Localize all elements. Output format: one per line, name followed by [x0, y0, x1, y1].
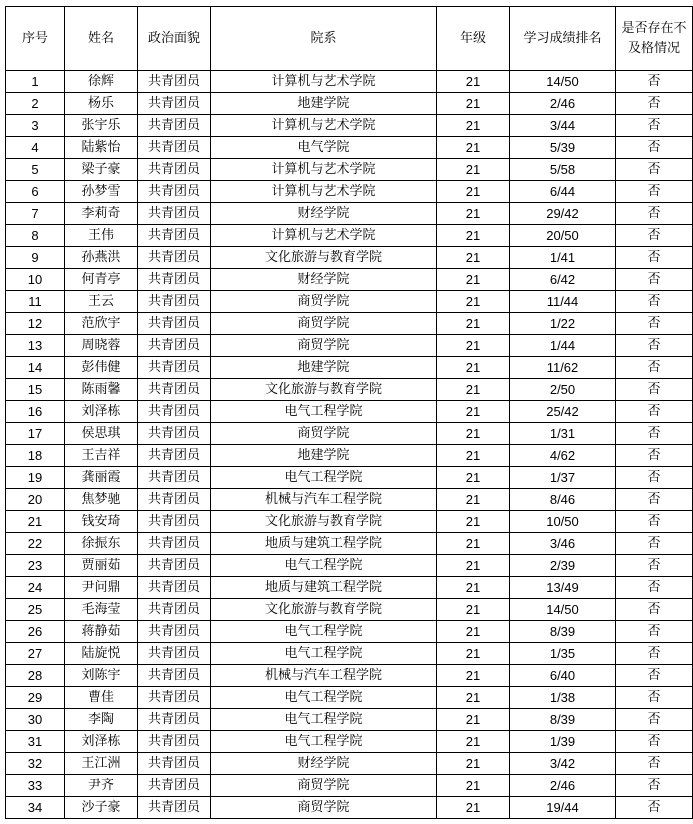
cell-college: 计算机与艺术学院	[211, 225, 437, 247]
cell-political-status: 共青团员	[138, 181, 211, 203]
cell-college: 地质与建筑工程学院	[211, 533, 437, 555]
cell-college: 电气工程学院	[211, 467, 437, 489]
cell-political-status: 共青团员	[138, 379, 211, 401]
cell-rank: 1/31	[510, 423, 616, 445]
cell-political-status: 共青团员	[138, 687, 211, 709]
cell-seq: 18	[6, 445, 65, 467]
cell-seq: 19	[6, 467, 65, 489]
cell-political-status: 共青团员	[138, 467, 211, 489]
cell-name: 范欣宇	[65, 313, 138, 335]
cell-grade: 21	[437, 93, 510, 115]
cell-college: 电气学院	[211, 137, 437, 159]
cell-failing: 否	[616, 423, 693, 445]
cell-seq: 11	[6, 291, 65, 313]
cell-name: 尹问鼎	[65, 577, 138, 599]
cell-college: 电气工程学院	[211, 687, 437, 709]
cell-failing: 否	[616, 467, 693, 489]
cell-college: 电气工程学院	[211, 621, 437, 643]
cell-grade: 21	[437, 445, 510, 467]
cell-name: 彭伟健	[65, 357, 138, 379]
cell-failing: 否	[616, 445, 693, 467]
cell-name: 孙燕洪	[65, 247, 138, 269]
cell-name: 王云	[65, 291, 138, 313]
cell-name: 梁子豪	[65, 159, 138, 181]
cell-political-status: 共青团员	[138, 71, 211, 93]
cell-college: 商贸学院	[211, 291, 437, 313]
cell-political-status: 共青团员	[138, 445, 211, 467]
header-rank: 学习成绩排名	[510, 7, 616, 71]
cell-grade: 21	[437, 643, 510, 665]
cell-rank: 5/58	[510, 159, 616, 181]
cell-grade: 21	[437, 137, 510, 159]
header-college: 院系	[211, 7, 437, 71]
cell-college: 商贸学院	[211, 775, 437, 797]
cell-political-status: 共青团员	[138, 401, 211, 423]
table-row	[6, 71, 693, 93]
cell-seq: 1	[6, 71, 65, 93]
cell-rank: 4/62	[510, 445, 616, 467]
cell-grade: 21	[437, 511, 510, 533]
table-row	[6, 445, 693, 467]
cell-failing: 否	[616, 291, 693, 313]
table-row	[6, 533, 693, 555]
cell-college: 机械与汽车工程学院	[211, 489, 437, 511]
cell-name: 钱安琦	[65, 511, 138, 533]
table-row	[6, 181, 693, 203]
table-row	[6, 687, 693, 709]
cell-name: 王伟	[65, 225, 138, 247]
cell-political-status: 共青团员	[138, 511, 211, 533]
cell-seq: 6	[6, 181, 65, 203]
table-row	[6, 335, 693, 357]
cell-political-status: 共青团员	[138, 731, 211, 753]
cell-name: 王吉祥	[65, 445, 138, 467]
cell-failing: 否	[616, 357, 693, 379]
cell-political-status: 共青团员	[138, 423, 211, 445]
cell-political-status: 共青团员	[138, 203, 211, 225]
cell-failing: 否	[616, 577, 693, 599]
cell-college: 计算机与艺术学院	[211, 159, 437, 181]
cell-seq: 32	[6, 753, 65, 775]
cell-failing: 否	[616, 313, 693, 335]
cell-political-status: 共青团员	[138, 247, 211, 269]
cell-college: 商贸学院	[211, 313, 437, 335]
cell-college: 计算机与艺术学院	[211, 71, 437, 93]
cell-grade: 21	[437, 753, 510, 775]
cell-name: 毛海莹	[65, 599, 138, 621]
cell-failing: 否	[616, 401, 693, 423]
cell-failing: 否	[616, 687, 693, 709]
table-row	[6, 93, 693, 115]
cell-seq: 15	[6, 379, 65, 401]
cell-failing: 否	[616, 775, 693, 797]
cell-name: 龚丽霞	[65, 467, 138, 489]
cell-seq: 16	[6, 401, 65, 423]
cell-grade: 21	[437, 577, 510, 599]
cell-rank: 6/42	[510, 269, 616, 291]
cell-seq: 29	[6, 687, 65, 709]
cell-name: 曹佳	[65, 687, 138, 709]
table-row	[6, 511, 693, 533]
cell-seq: 31	[6, 731, 65, 753]
table-row	[6, 643, 693, 665]
cell-rank: 3/42	[510, 753, 616, 775]
cell-college: 财经学院	[211, 269, 437, 291]
cell-seq: 25	[6, 599, 65, 621]
cell-seq: 21	[6, 511, 65, 533]
cell-grade: 21	[437, 313, 510, 335]
table-row	[6, 555, 693, 577]
cell-grade: 21	[437, 797, 510, 819]
cell-rank: 3/44	[510, 115, 616, 137]
cell-political-status: 共青团员	[138, 225, 211, 247]
table-row	[6, 775, 693, 797]
cell-rank: 3/46	[510, 533, 616, 555]
cell-college: 计算机与艺术学院	[211, 115, 437, 137]
cell-seq: 7	[6, 203, 65, 225]
cell-rank: 1/44	[510, 335, 616, 357]
cell-failing: 否	[616, 137, 693, 159]
cell-name: 陆旋悦	[65, 643, 138, 665]
cell-rank: 1/35	[510, 643, 616, 665]
table-row	[6, 247, 693, 269]
cell-name: 张宇乐	[65, 115, 138, 137]
cell-name: 刘泽栋	[65, 401, 138, 423]
header-grade: 年级	[437, 7, 510, 71]
cell-name: 陈雨馨	[65, 379, 138, 401]
table-header	[6, 7, 693, 71]
cell-failing: 否	[616, 247, 693, 269]
cell-seq: 10	[6, 269, 65, 291]
cell-failing: 否	[616, 753, 693, 775]
cell-name: 李莉奇	[65, 203, 138, 225]
cell-grade: 21	[437, 291, 510, 313]
cell-political-status: 共青团员	[138, 665, 211, 687]
cell-grade: 21	[437, 731, 510, 753]
cell-seq: 20	[6, 489, 65, 511]
cell-rank: 13/49	[510, 577, 616, 599]
cell-political-status: 共青团员	[138, 753, 211, 775]
cell-college: 文化旅游与教育学院	[211, 247, 437, 269]
cell-grade: 21	[437, 709, 510, 731]
cell-grade: 21	[437, 115, 510, 137]
cell-rank: 1/41	[510, 247, 616, 269]
header-political-status: 政治面貌	[138, 7, 211, 71]
cell-failing: 否	[616, 269, 693, 291]
header-row	[6, 7, 693, 71]
cell-college: 商贸学院	[211, 335, 437, 357]
cell-name: 沙子豪	[65, 797, 138, 819]
table-row	[6, 115, 693, 137]
cell-name: 贾丽茹	[65, 555, 138, 577]
table-row	[6, 159, 693, 181]
cell-rank: 1/38	[510, 687, 616, 709]
cell-rank: 1/37	[510, 467, 616, 489]
table-row	[6, 709, 693, 731]
cell-seq: 30	[6, 709, 65, 731]
cell-failing: 否	[616, 511, 693, 533]
cell-seq: 23	[6, 555, 65, 577]
cell-college: 文化旅游与教育学院	[211, 511, 437, 533]
cell-grade: 21	[437, 775, 510, 797]
cell-rank: 11/62	[510, 357, 616, 379]
table-row	[6, 423, 693, 445]
cell-college: 计算机与艺术学院	[211, 181, 437, 203]
cell-rank: 11/44	[510, 291, 616, 313]
cell-grade: 21	[437, 379, 510, 401]
cell-name: 刘泽栋	[65, 731, 138, 753]
cell-rank: 2/46	[510, 93, 616, 115]
cell-political-status: 共青团员	[138, 599, 211, 621]
cell-rank: 1/22	[510, 313, 616, 335]
cell-college: 地建学院	[211, 445, 437, 467]
cell-seq: 26	[6, 621, 65, 643]
cell-seq: 5	[6, 159, 65, 181]
cell-name: 尹齐	[65, 775, 138, 797]
cell-failing: 否	[616, 379, 693, 401]
cell-political-status: 共青团员	[138, 621, 211, 643]
cell-rank: 2/50	[510, 379, 616, 401]
cell-failing: 否	[616, 797, 693, 819]
cell-grade: 21	[437, 269, 510, 291]
cell-political-status: 共青团员	[138, 709, 211, 731]
cell-college: 文化旅游与教育学院	[211, 379, 437, 401]
cell-college: 商贸学院	[211, 423, 437, 445]
cell-seq: 3	[6, 115, 65, 137]
cell-failing: 否	[616, 93, 693, 115]
table-row	[6, 379, 693, 401]
cell-seq: 4	[6, 137, 65, 159]
cell-failing: 否	[616, 203, 693, 225]
cell-name: 焦梦驰	[65, 489, 138, 511]
cell-college: 财经学院	[211, 753, 437, 775]
cell-college: 财经学院	[211, 203, 437, 225]
cell-failing: 否	[616, 731, 693, 753]
table-row	[6, 577, 693, 599]
cell-failing: 否	[616, 115, 693, 137]
cell-grade: 21	[437, 225, 510, 247]
cell-political-status: 共青团员	[138, 357, 211, 379]
cell-rank: 8/39	[510, 709, 616, 731]
table-row	[6, 797, 693, 819]
cell-rank: 14/50	[510, 71, 616, 93]
cell-political-status: 共青团员	[138, 115, 211, 137]
cell-name: 侯思琪	[65, 423, 138, 445]
cell-grade: 21	[437, 159, 510, 181]
cell-seq: 28	[6, 665, 65, 687]
cell-failing: 否	[616, 555, 693, 577]
cell-political-status: 共青团员	[138, 93, 211, 115]
cell-political-status: 共青团员	[138, 489, 211, 511]
cell-rank: 20/50	[510, 225, 616, 247]
cell-grade: 21	[437, 599, 510, 621]
cell-political-status: 共青团员	[138, 137, 211, 159]
student-roster-table	[5, 6, 693, 819]
table-row	[6, 357, 693, 379]
table-row	[6, 489, 693, 511]
cell-rank: 8/46	[510, 489, 616, 511]
table-row	[6, 731, 693, 753]
cell-grade: 21	[437, 665, 510, 687]
cell-grade: 21	[437, 467, 510, 489]
cell-political-status: 共青团员	[138, 313, 211, 335]
cell-failing: 否	[616, 71, 693, 93]
cell-failing: 否	[616, 643, 693, 665]
cell-failing: 否	[616, 225, 693, 247]
cell-name: 徐振东	[65, 533, 138, 555]
cell-political-status: 共青团员	[138, 643, 211, 665]
cell-grade: 21	[437, 357, 510, 379]
header-name: 姓名	[65, 7, 138, 71]
cell-rank: 2/46	[510, 775, 616, 797]
cell-name: 王江洲	[65, 753, 138, 775]
table-row	[6, 401, 693, 423]
cell-college: 地建学院	[211, 357, 437, 379]
cell-grade: 21	[437, 489, 510, 511]
table-row	[6, 291, 693, 313]
cell-rank: 6/44	[510, 181, 616, 203]
cell-failing: 否	[616, 621, 693, 643]
cell-college: 地建学院	[211, 93, 437, 115]
cell-grade: 21	[437, 401, 510, 423]
cell-name: 孙梦雪	[65, 181, 138, 203]
cell-rank: 19/44	[510, 797, 616, 819]
cell-seq: 27	[6, 643, 65, 665]
cell-grade: 21	[437, 555, 510, 577]
cell-college: 地质与建筑工程学院	[211, 577, 437, 599]
cell-grade: 21	[437, 247, 510, 269]
cell-college: 电气工程学院	[211, 709, 437, 731]
cell-seq: 33	[6, 775, 65, 797]
cell-grade: 21	[437, 335, 510, 357]
cell-seq: 22	[6, 533, 65, 555]
cell-college: 机械与汽车工程学院	[211, 665, 437, 687]
cell-grade: 21	[437, 181, 510, 203]
table-row	[6, 753, 693, 775]
cell-political-status: 共青团员	[138, 577, 211, 599]
cell-political-status: 共青团员	[138, 533, 211, 555]
cell-rank: 1/39	[510, 731, 616, 753]
table-row	[6, 665, 693, 687]
cell-name: 何青亭	[65, 269, 138, 291]
cell-failing: 否	[616, 489, 693, 511]
cell-college: 商贸学院	[211, 797, 437, 819]
cell-political-status: 共青团员	[138, 159, 211, 181]
cell-rank: 2/39	[510, 555, 616, 577]
cell-rank: 14/50	[510, 599, 616, 621]
cell-rank: 29/42	[510, 203, 616, 225]
cell-rank: 6/40	[510, 665, 616, 687]
cell-rank: 10/50	[510, 511, 616, 533]
cell-failing: 否	[616, 599, 693, 621]
table-row	[6, 203, 693, 225]
cell-name: 徐辉	[65, 71, 138, 93]
cell-name: 杨乐	[65, 93, 138, 115]
cell-seq: 9	[6, 247, 65, 269]
cell-failing: 否	[616, 665, 693, 687]
header-seq: 序号	[6, 7, 65, 71]
table-row	[6, 313, 693, 335]
cell-grade: 21	[437, 423, 510, 445]
cell-college: 电气工程学院	[211, 731, 437, 753]
cell-college: 电气工程学院	[211, 555, 437, 577]
cell-seq: 2	[6, 93, 65, 115]
cell-seq: 34	[6, 797, 65, 819]
cell-failing: 否	[616, 181, 693, 203]
cell-seq: 13	[6, 335, 65, 357]
table-row	[6, 137, 693, 159]
cell-grade: 21	[437, 621, 510, 643]
cell-grade: 21	[437, 203, 510, 225]
table-row	[6, 269, 693, 291]
table-row	[6, 467, 693, 489]
cell-seq: 14	[6, 357, 65, 379]
cell-rank: 25/42	[510, 401, 616, 423]
cell-name: 蒋静茹	[65, 621, 138, 643]
cell-name: 陆紫怡	[65, 137, 138, 159]
cell-rank: 8/39	[510, 621, 616, 643]
cell-political-status: 共青团员	[138, 335, 211, 357]
table-row	[6, 599, 693, 621]
cell-failing: 否	[616, 709, 693, 731]
table-body	[6, 71, 693, 819]
cell-grade: 21	[437, 71, 510, 93]
cell-college: 电气工程学院	[211, 643, 437, 665]
cell-rank: 5/39	[510, 137, 616, 159]
cell-failing: 否	[616, 533, 693, 555]
cell-grade: 21	[437, 687, 510, 709]
cell-seq: 8	[6, 225, 65, 247]
cell-seq: 12	[6, 313, 65, 335]
cell-seq: 17	[6, 423, 65, 445]
cell-political-status: 共青团员	[138, 291, 211, 313]
cell-failing: 否	[616, 335, 693, 357]
cell-name: 刘陈宇	[65, 665, 138, 687]
table-row	[6, 621, 693, 643]
cell-political-status: 共青团员	[138, 269, 211, 291]
table-row	[6, 225, 693, 247]
cell-failing: 否	[616, 159, 693, 181]
cell-college: 文化旅游与教育学院	[211, 599, 437, 621]
cell-political-status: 共青团员	[138, 775, 211, 797]
cell-grade: 21	[437, 533, 510, 555]
cell-college: 电气工程学院	[211, 401, 437, 423]
header-failing: 是否存在不及格情况	[616, 7, 693, 71]
cell-name: 周晓蓉	[65, 335, 138, 357]
cell-name: 李陶	[65, 709, 138, 731]
cell-political-status: 共青团员	[138, 797, 211, 819]
cell-political-status: 共青团员	[138, 555, 211, 577]
cell-seq: 24	[6, 577, 65, 599]
